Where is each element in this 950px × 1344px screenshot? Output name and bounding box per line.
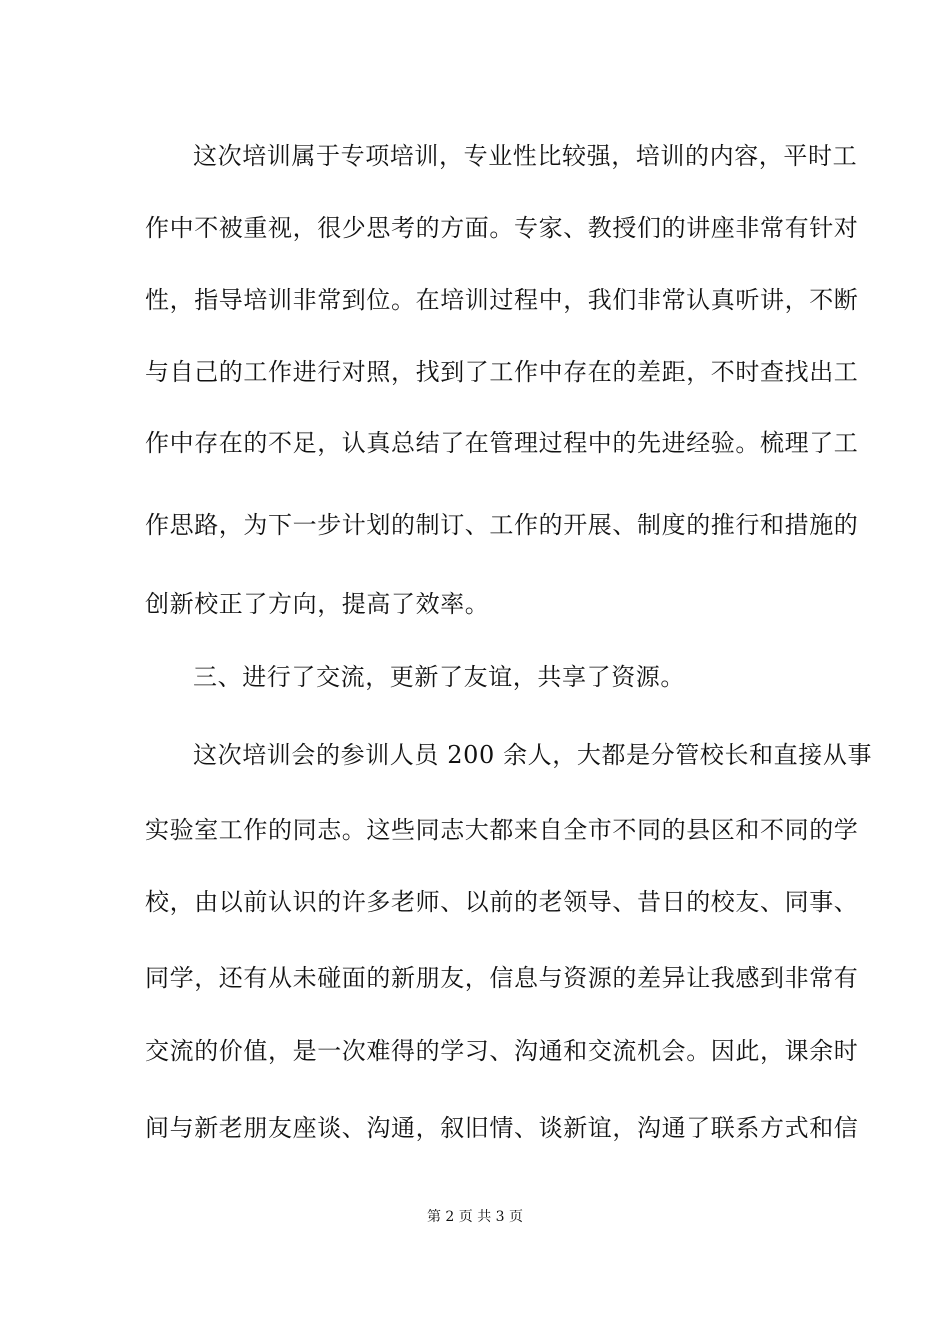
paragraph-1-line-3: 性，指导培训非常到位。在培训过程中，我们非常认真听讲，不断 xyxy=(145,286,859,314)
paragraph-3-line-6: 间与新老朋友座谈、沟通，叙旧情、谈新谊，沟通了联系方式和信 xyxy=(145,1114,859,1142)
page-number-footer: 第 2 页 共 3 页 xyxy=(426,1209,524,1225)
paragraph-1-line-5: 作中存在的不足，认真总结了在管理过程中的先进经验。梳理了工 xyxy=(145,429,859,457)
paragraph-1-line-2: 作中不被重视，很少思考的方面。专家、教授们的讲座非常有针对 xyxy=(145,214,859,242)
section-heading-3: 三、进行了交流，更新了友谊，共享了资源。 xyxy=(193,663,685,691)
paragraph-3-line-5: 交流的价值，是一次难得的学习、沟通和交流机会。因此，课余时 xyxy=(145,1037,859,1065)
paragraph-1-line-1: 这次培训属于专项培训，专业性比较强，培训的内容，平时工 xyxy=(193,142,858,170)
paragraph-3-line-4: 同学，还有从未碰面的新朋友，信息与资源的差异让我感到非常有 xyxy=(145,964,859,992)
paragraph-1-line-7: 创新校正了方向，提高了效率。 xyxy=(145,590,490,618)
paragraph-1-line-4: 与自己的工作进行对照，找到了工作中存在的差距，不时查找出工 xyxy=(145,358,859,386)
paragraph-3-line-2: 实验室工作的同志。这些同志大都来自全市不同的县区和不同的学 xyxy=(145,816,859,844)
paragraph-3-line-1: 这次培训会的参训人员 200 余人，大都是分管校长和直接从事 xyxy=(193,741,873,769)
paragraph-1-line-6: 作思路，为下一步计划的制订、工作的开展、制度的推行和措施的 xyxy=(145,511,859,539)
paragraph-3-line-3: 校，由以前认识的许多老师、以前的老领导、昔日的校友、同事、 xyxy=(145,888,859,916)
